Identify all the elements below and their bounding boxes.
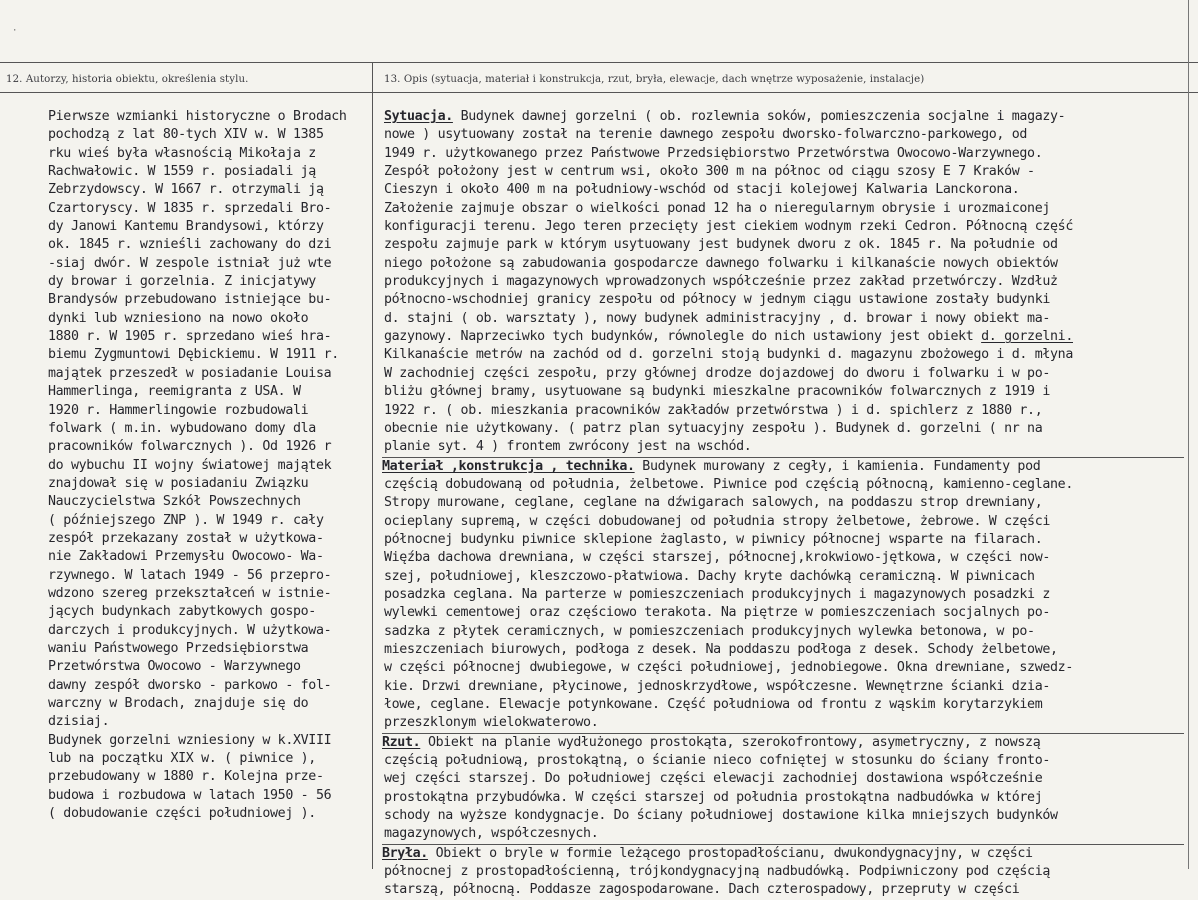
column-divider	[372, 62, 373, 869]
text-line: warczny w Brodach, znajduje się do	[48, 696, 309, 711]
text-line: rzywnego. W latach 1949 - 56 przepro-	[48, 567, 332, 583]
text-line: Rzut. Obiekt na planie wydłużonego prostokąta, szerokofrontowy, asymetryczny, z nowszą	[382, 733, 1184, 752]
text-line: waniu Państwowego Przedsiębiorstwa	[48, 640, 309, 656]
text-line: folwark ( m.in. wybudowano domy dla	[48, 420, 316, 436]
field-13-header: 13. Opis (sytuacja, materiał i konstrukcja, rzut, bryła, elewacje, dach wnętrze wyposażenie, instalacje)	[384, 74, 925, 85]
text-line: nie Zakładowi Przemysłu Owocowo- Wa-	[48, 549, 324, 565]
text-line: Zespół położony jest w centrum wsi, około 300 m na północ od ciągu szosy E 7 Kraków -	[384, 164, 1035, 180]
text-line: dy browar i gorzelnia. Z inicjatywy	[48, 274, 316, 290]
text-line: przeszklonym wielokwaterowo.	[384, 715, 599, 731]
text-line: kie. Drzwi drewniane, płycinowe, jednoskrzydłowe, współczesne. Wewnętrzne ścianki dzia-	[384, 678, 1051, 694]
text-line: wej części starszej. Do południowej części elewacji zachodniej dostawiona współcześnie	[384, 771, 1043, 787]
text-line: mieszczeniach biurowych, podłoga z desek. Na poddaszu podłoga z desek. Schody żelbetowe,	[384, 641, 1058, 657]
text-line: Sytuacja. Budynek dawnej gorzelni ( ob. rozlewnia soków, pomieszczenia socjalne i magazy-	[384, 109, 1066, 124]
text-line: dy Janowi Kantemu Brandysowi, którzy	[48, 219, 324, 235]
text-line: sadzka z płytek ceramicznych, w pomieszczeniach produkcyjnych wylewka betonowa, w po-	[384, 623, 1035, 639]
header-bottom-rule	[0, 92, 1198, 93]
text-line: dynki lub wzniesiono na nowo około	[48, 310, 309, 326]
text-line: ( późniejszego ZNP ). W 1949 r. cały	[48, 512, 324, 528]
text-line: gazynowy. Naprzeciwko tych budynków, równolegle do nich ustawiony jest obiekt d. gorzelni.	[384, 329, 1073, 345]
text-line: znajdował się w posiadaniu Związku	[48, 475, 309, 491]
text-line: częścią dobudowaną od południa, żelbetowe. Piwnice pod częścią północną, kamienno-ceglane.	[384, 476, 1073, 492]
text-line: d. stajni ( ob. warsztaty ), nowy budynek administracyjny , d. browar i nowy obiekt ma-	[384, 310, 1051, 326]
text-line: rku wieś była własnością Mikołaja z	[48, 145, 316, 161]
text-line: pracowników folwarcznych ). Od 1926 r	[48, 439, 332, 455]
text-line: lub na początku XIX w. ( piwnice ),	[48, 751, 316, 767]
text-line: Nauczycielstwa Szkół Powszechnych	[48, 494, 301, 510]
text-line: ( dobudowanie części południowej ).	[48, 806, 316, 822]
right-edge-rule	[1188, 0, 1189, 869]
history-column	[48, 108, 347, 823]
text-line: posadzka ceglana. Na parterze w pomieszczeniach produkcyjnych i magazynowych posadzki z	[384, 586, 1051, 602]
text-line: dawny zespół dworsko - parkowo - fol-	[48, 677, 332, 693]
text-line: częścią południową, prostokątną, o ścianie nieco cofniętej w stosunku do ściany fronto-	[384, 753, 1051, 769]
text-line: zespołu zajmuje park w którym usytuowany jest budynek dworu z ok. 1845 r. Na południe od	[384, 237, 1058, 253]
text-line: północno-wschodniej granicy zespołu od północy w jednym ciągu ustawione zostały budynki	[384, 292, 1051, 308]
text-line: Więźba dachowa drewniana, w części starszej, północnej,krokwiowo-jętkowa, w części now-	[384, 550, 1051, 566]
text-line: konfiguracji terenu. Jego teren przecięty jest ciekiem wodnym rzeki Cedron. Północną część	[384, 219, 1073, 235]
text-line: Bryła. Obiekt o bryle w formie leżącego prostopadłościanu, dwukondygnacyjny, w części	[382, 844, 1184, 863]
text-line: Brandysów przebudowano istniejące bu-	[48, 292, 332, 308]
text-line: starszą, północną. Poddasze zagospodarowane. Dach czterospadowy, przepruty w części	[384, 882, 1020, 898]
underlined-term: d. gorzelni.	[981, 329, 1073, 345]
text-line: prostokątna przybudówka. W części starszej od południa prostokątna nadbudówka w której	[384, 789, 1043, 805]
text-line: majątek przeszedł w posiadanie Louisa	[48, 365, 332, 381]
text-line: Przetwórstwa Owocowo - Warzywnego	[48, 659, 301, 675]
text-line: dzisiaj.	[48, 714, 110, 730]
section-heading-material: Materiał ,konstrukcja , technika.	[382, 458, 635, 474]
text-line: Zebrzydowscy. W 1667 r. otrzymali ją	[48, 182, 324, 198]
text-line: W zachodniej części zespołu, przy głównej drodze dojazdowej do dworu i folwarku i w po-	[384, 365, 1051, 381]
text-line: -siaj dwór. W zespole istniał już wte	[48, 255, 332, 271]
text-line: Założenie zajmuje obszar o wielkości ponad 12 ha o nieregularnym obrysie i urozmaiconej	[384, 200, 1051, 216]
text-line: bliżu głównej bramy, usytuowane są budynki mieszkalne pracowników folwarcznych z 1919 i	[384, 384, 1051, 400]
text-line: wylewki cementowej oraz częściowo terakota. Na piętrze w pomieszczeniach socjalnych po-	[384, 605, 1051, 621]
text-line: północnej z prostopadłościenną, trójkondygnacyjną nadbudówką. Podpiwniczony pod częścią	[384, 864, 1051, 880]
text-line: Czartoryscy. W 1835 r. sprzedali Bro-	[48, 200, 332, 216]
text-line: 1922 r. ( ob. mieszkania pracowników zakładów przetwórstwa ) i d. spichlerz z 1880 r.,	[384, 402, 1043, 418]
text-line: Cieszyn i około 400 m na południowy-wschód od stacji kolejowej Kalwaria Lanckorona.	[384, 182, 1020, 198]
text-line: ok. 1845 r. wznieśli zachowany do dzi	[48, 237, 332, 253]
text-line: 1880 r. W 1905 r. sprzedano wieś hra-	[48, 329, 332, 345]
text-line: pochodzą z lat 80-tych XIV w. W 1385	[48, 127, 324, 143]
text-line: magazynowych, współczesnych.	[384, 826, 599, 842]
text-line: przebudowany w 1880 r. Kolejna prze-	[48, 769, 324, 785]
text-line: jących budynkach zabytkowych gospo-	[48, 604, 316, 620]
text-line: obecnie nie użytkowany. ( patrz plan sytuacyjny zespołu ). Budynek d. gorzelni ( nr na	[384, 420, 1043, 436]
text-line: Rachwałowic. W 1559 r. posiadali ją	[48, 164, 316, 180]
section-heading-bryla: Bryła.	[382, 845, 428, 861]
text-line: w części północnej dwubiegowe, w części południowej, jednobiegowe. Okna drewniane, szwedz-	[384, 660, 1073, 676]
text-line: planie syt. 4 ) frontem zwrócony jest na wschód.	[384, 439, 752, 455]
text-line: wdzono szereg przekształceń w istnie-	[48, 585, 332, 601]
text-line: Materiał ,konstrukcja , technika. Budynek murowany z cegły, i kamienia. Fundamenty pod	[382, 457, 1184, 476]
description-column	[384, 108, 1184, 900]
text-line: nowe ) usytuowany został na terenie dawnego zespołu dworsko-folwarczno-parkowego, od	[384, 127, 1028, 143]
text-line: łowe, ceglane. Elewacje potynkowane. Część południowa od frontu z wąskim korytarzykiem	[384, 697, 1043, 712]
top-rule	[0, 62, 1198, 63]
text-line: północnej budynku piwnice sklepione żaglasto, w piwnicy północnej wsparte na filarach.	[384, 531, 1043, 547]
text-line: do wybuchu II wojny światowej majątek	[48, 457, 332, 473]
section-heading-sytuacja: Sytuacja.	[384, 109, 453, 124]
text-line: 1949 r. użytkowanego przez Państwowe Przedsiębiorstwo Przetwórstwa Owocowo-Warzywnego.	[384, 145, 1043, 161]
text-line: biemu Zygmuntowi Dębickiemu. W 1911 r.	[48, 347, 339, 363]
margin-mark: ·	[12, 26, 18, 36]
text-line: Pierwsze wzmianki historyczne o Brodach	[48, 109, 347, 124]
text-line: darczych i produkcyjnych. W użytkowa-	[48, 622, 332, 638]
text-line: produkcyjnych i magazynowych wprowadzonych współcześnie przez zakład przetwórczy. Wzdłuż	[384, 274, 1058, 290]
text-line: szej, południowej, kleszczowo-płatwiowa. Dachy kryte dachówką ceramiczną. W piwnicach	[384, 568, 1035, 584]
text-line: niego położone są zabudowania gospodarcze dawnego folwarku i kilkanaście nowych obiektów	[384, 255, 1058, 271]
text-line: Budynek gorzelni wzniesiony w k.XVIII	[48, 732, 332, 748]
text-line: Stropy murowane, ceglane, ceglane na dźwigarach salowych, na poddaszu strop drewniany,	[384, 495, 1043, 511]
text-line: ocieplany supremą, w części dobudowanej od południa stropy żelbetowe, żebrowe. W części	[384, 513, 1051, 529]
text-line: Kilkanaście metrów na zachód od d. gorzelni stoją budynki d. magazynu zbożowego i d. młyna	[384, 347, 1073, 363]
section-heading-rzut: Rzut.	[382, 734, 421, 750]
text-line: zespół przekazany został w użytkowa-	[48, 530, 324, 546]
text-line: budowa i rozbudowa w latach 1950 - 56	[48, 787, 332, 803]
text-line: Hammerlinga, reemigranta z USA. W	[48, 384, 301, 400]
field-12-header: 12. Autorzy, historia obiektu, określenia stylu.	[6, 74, 249, 85]
text-line: 1920 r. Hammerlingowie rozbudowali	[48, 402, 309, 418]
text-line: schody na wyższe kondygnacje. Do ściany południowej dostawione kilka mniejszych budynków	[384, 808, 1058, 824]
